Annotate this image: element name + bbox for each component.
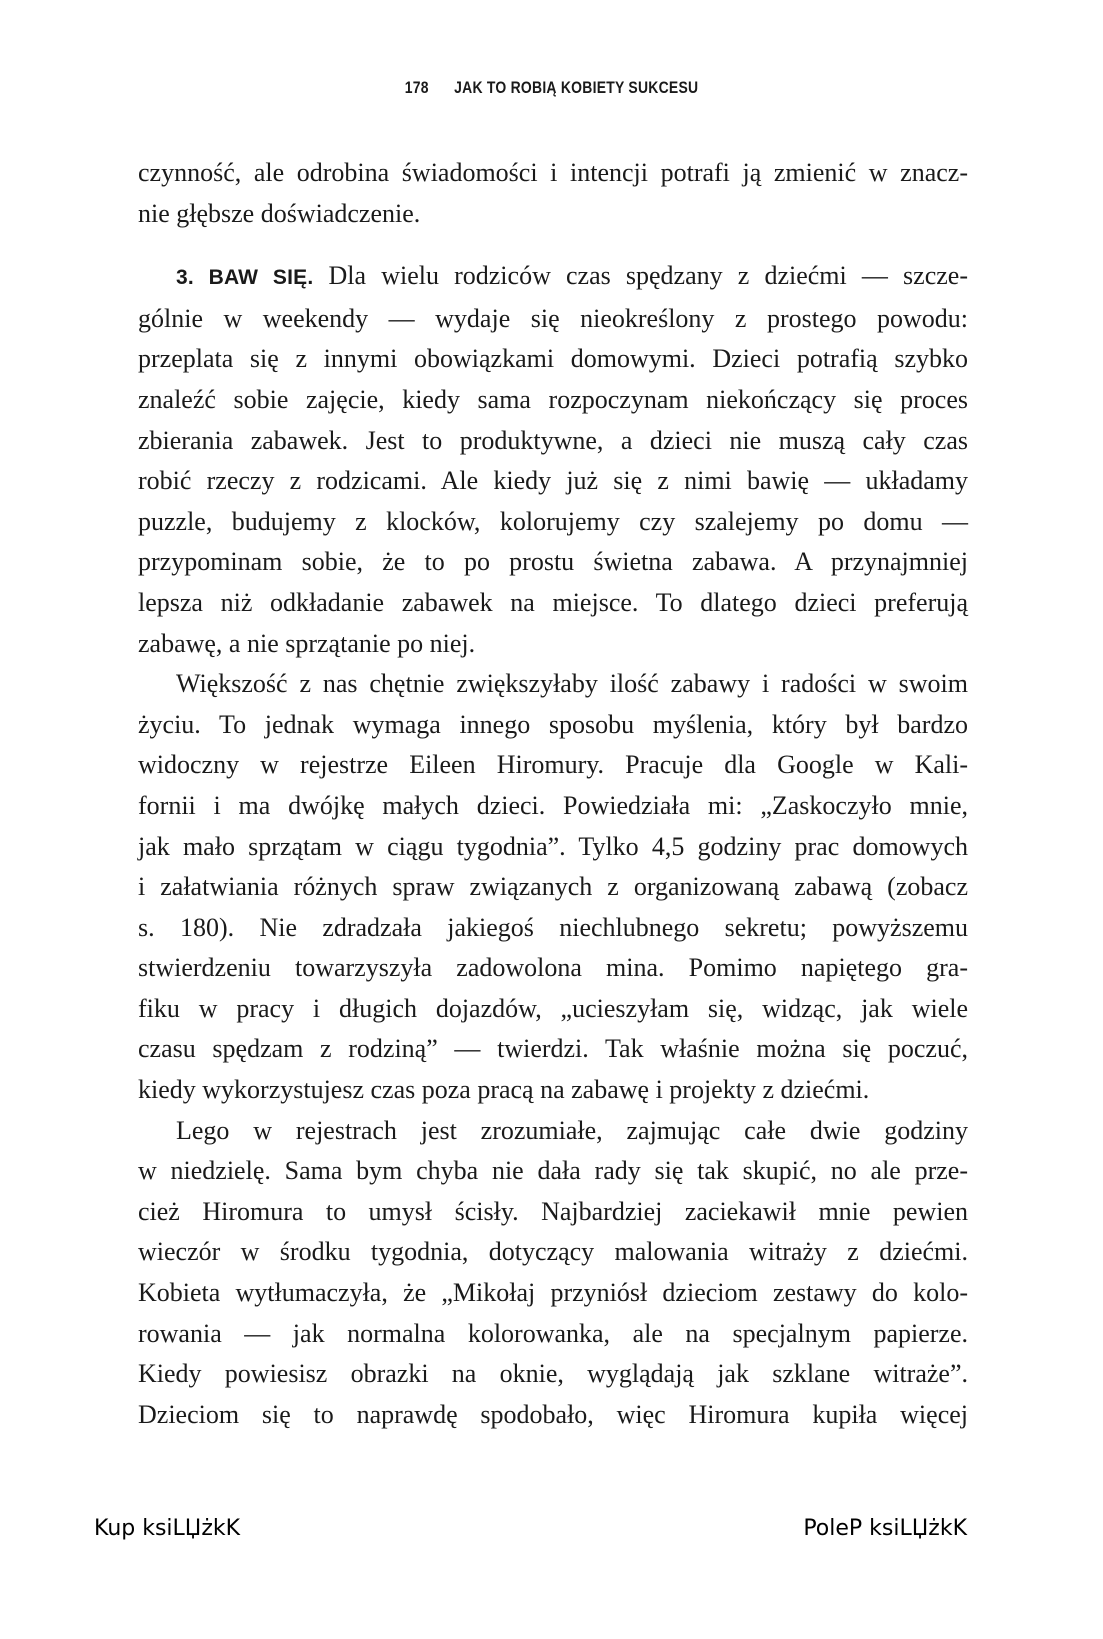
text-line: przeplata się z innymi obowiązkami domowymi. Dzieci potrafią szybko [138, 344, 968, 374]
text-line: fornii i ma dwójkę małych dzieci. Powiedziała mi: „Zaskoczyło mnie, [138, 790, 968, 820]
page-body [138, 153, 968, 1435]
text-line: Kiedy powiesisz obrazki na oknie, wyglądają jak szklane witraże”. [138, 1359, 968, 1389]
text-line: Lego w rejestrach jest zrozumiałe, zajmując całe dwie godziny [176, 1115, 968, 1145]
text-line: Większość z nas chętnie zwiększyłaby ilość zabawy i radości w swoim [176, 669, 968, 699]
text-line: fiku w pracy i długich dojazdów, „ucieszyłam się, widząc, jak wiele [138, 993, 968, 1023]
text-line: w niedzielę. Sama bym chyba nie dała rady się tak skupić, no ale prze- [138, 1156, 968, 1186]
text-line: znaleźć sobie zajęcie, kiedy sama rozpoczynam niekończący się proces [138, 384, 968, 414]
text-line: cież Hiromura to umysł ścisły. Najbardziej zaciekawił mnie pewien [138, 1196, 968, 1226]
text-line [138, 256, 968, 299]
buy-book-link[interactable]: Kup ksiLЏżkK [94, 1516, 241, 1541]
text-line: jak mało sprzątam w ciągu tygodnia”. Tylko 4,5 godziny prac domowych [138, 831, 968, 861]
section-first-line: Dla wielu rodziców czas spędzany z dziećmi — szcze- [313, 261, 968, 291]
page-number: 178 [404, 78, 429, 97]
recommend-book-link[interactable]: PoleP ksiLЏżkK [803, 1516, 967, 1541]
paragraph-1 [138, 153, 968, 234]
section-label: 3. BAW SIĘ. [176, 266, 314, 290]
paragraph-section-3 [138, 256, 968, 664]
text-line: puzzle, budujemy z klocków, kolorujemy czy szalejemy po domu — [138, 506, 968, 536]
text-line: wieczór w środku tygodnia, dotyczący malowania witraży z dziećmi. [138, 1237, 968, 1267]
text-line: czynność, ale odrobina świadomości i intencji potrafi ją zmienić w znacz- [138, 158, 968, 187]
paragraph-4 [138, 1111, 968, 1436]
book-title: JAK TO ROBIĄ KOBIETY SUKCESU [454, 78, 699, 97]
text-line: zbierania zabawek. Jest to produktywne, a dzieci nie muszą cały czas [138, 425, 968, 455]
text-line: widoczny w rejestrze Eileen Hiromury. Pracuje dla Google w Kali- [138, 750, 968, 780]
text-line: życiu. To jednak wymaga innego sposobu myślenia, który był bardzo [138, 709, 968, 739]
text-line: i załatwiania różnych spraw związanych z organizowaną zabawą (zobacz [138, 872, 968, 902]
text-line: zabawę, a nie sprzątanie po niej. [138, 628, 476, 658]
paragraph-3 [138, 664, 968, 1111]
text-line: czasu spędzam z rodziną” — twierdzi. Tak właśnie można się poczuć, [138, 1034, 968, 1064]
running-header [99, 78, 1003, 98]
text-line: przypominam sobie, że to po prostu świetna zabawa. A przynajmniej [138, 547, 968, 577]
text-line: Kobieta wytłumaczyła, że „Mikołaj przyniósł dzieciom zestawy do kolo- [138, 1278, 968, 1308]
text-line: nie głębsze doświadczenie. [138, 198, 421, 228]
text-line: stwierdzeniu towarzyszyła zadowolona mina. Pomimo napiętego gra- [138, 953, 968, 983]
text-line: s. 180). Nie zdradzała jakiegoś niechlubnego sekretu; powyższemu [138, 912, 968, 942]
text-line: gólnie w weekendy — wydaje się nieokreślony z prostego powodu: [138, 303, 968, 333]
text-line: kiedy wykorzystujesz czas poza pracą na zabawę i projekty z dziećmi. [138, 1075, 870, 1105]
text-line: rowania — jak normalna kolorowanka, ale na specjalnym papierze. [138, 1318, 968, 1348]
text-line: Dzieciom się to naprawdę spodobało, więc Hiromura kupiła więcej [138, 1399, 968, 1429]
text-line: robić rzeczy z rodzicami. Ale kiedy już się z nimi bawię — układamy [138, 466, 968, 496]
text-line: lepsza niż odkładanie zabawek na miejsce. To dlatego dzieci preferują [138, 587, 968, 617]
